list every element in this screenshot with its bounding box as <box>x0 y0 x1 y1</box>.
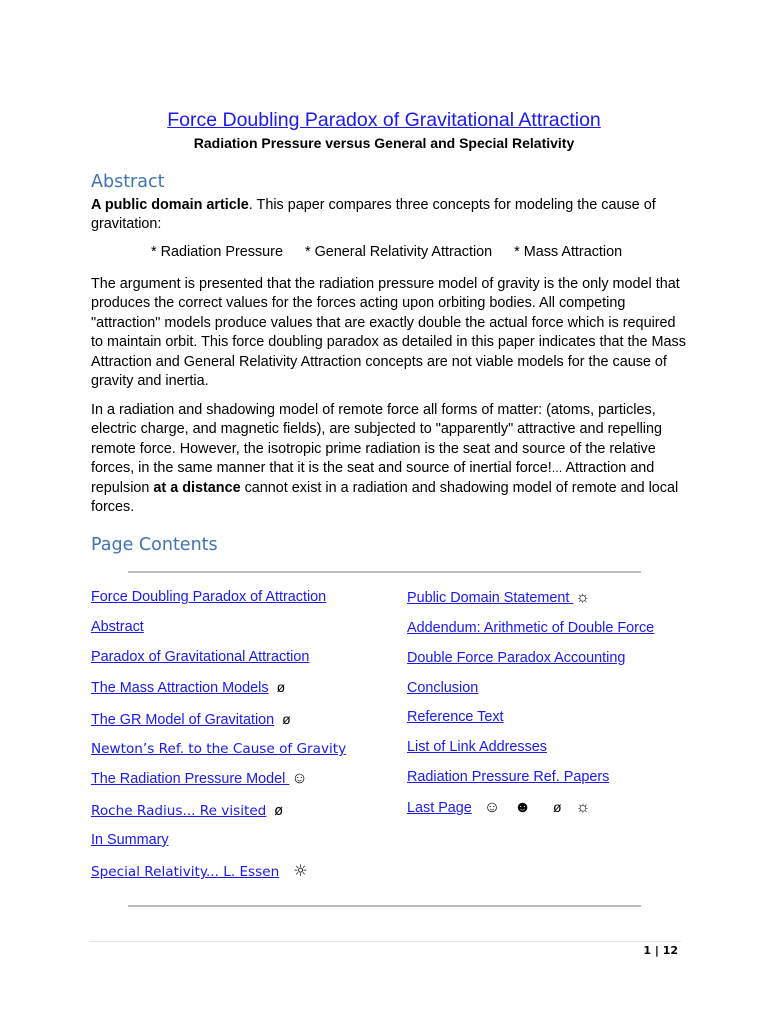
abstract-paragraph-1: The argument is presented that the radiation pressure model of gravity is the only model that produces the correct values for the forces acting upon orbiting bodies. All competing "attraction" models produce values that are exactly double the actual force which is required to maintain orbit. This force doubling paradox as detailed in this paper indicates that the Mass Attraction and General Relativity Attraction concepts are not viable models for the cause of gravity and inertia. <box>91 276 686 390</box>
concept-item: * Radiation Pressure <box>151 244 283 260</box>
toc-link[interactable]: Force Doubling Paradox of Attraction <box>91 589 327 605</box>
toc-item[interactable] <box>91 678 285 697</box>
page-title <box>0 107 768 133</box>
sun-icon: ☼ <box>293 861 308 880</box>
toc-link[interactable]: Conclusion <box>407 680 479 696</box>
toc-item[interactable] <box>91 802 283 820</box>
abstract-lead-bold: A public domain article <box>91 197 249 213</box>
paragraph-text: cannot exist in a radiation and shadowing model of remote and local forces. <box>91 479 679 516</box>
paragraph-text: Attraction and repulsion <box>91 460 655 496</box>
toc-link[interactable]: In Summary <box>91 832 169 848</box>
toc-link[interactable]: The GR Model of Gravitation <box>91 712 275 728</box>
toc-link[interactable]: Newton’s Ref. to the Cause of Gravity <box>91 741 347 757</box>
toc-item[interactable] <box>91 770 308 788</box>
toc-link[interactable]: Special Relativity... L. Essen <box>91 864 280 880</box>
abstract-lead-rest: . This paper compares three concepts for modeling the cause of gravitation: <box>91 197 656 233</box>
ellipsis: ... <box>551 462 563 476</box>
toc-item[interactable] <box>91 618 144 636</box>
toc-link[interactable]: Radiation Pressure Ref. Papers <box>407 769 610 785</box>
sun-icon: ☼ <box>575 589 591 606</box>
null-symbol-icon: ø <box>274 803 283 819</box>
toc-item[interactable] <box>407 798 590 817</box>
smiley-icon: ☺ <box>291 770 308 787</box>
toc-item[interactable] <box>91 710 291 729</box>
page-number: 1 | 12 <box>643 944 678 957</box>
abstract-heading: Abstract <box>91 172 165 192</box>
toc-item[interactable] <box>91 862 308 881</box>
toc-item[interactable] <box>407 768 609 786</box>
bold-phrase: at a distance <box>153 479 241 496</box>
page-subtitle: Radiation Pressure versus General and Special Relativity <box>193 135 575 151</box>
toc-item[interactable] <box>91 740 346 758</box>
toc-link[interactable]: Last Page <box>407 800 472 816</box>
toc-link[interactable]: The Mass Attraction Models <box>91 680 269 696</box>
toc-item[interactable] <box>91 831 169 849</box>
toc-link[interactable]: The Radiation Pressure Model <box>91 771 290 787</box>
abstract-intro <box>91 196 691 235</box>
toc-link[interactable]: List of Link Addresses <box>407 739 547 755</box>
null-symbol-icon: ø <box>276 679 286 695</box>
abstract-paragraph-2 <box>91 401 691 517</box>
title-link[interactable]: Force Doubling Paradox of Gravitational Attraction <box>167 109 601 131</box>
concept-item: * General Relativity Attraction <box>304 244 493 260</box>
toc-item[interactable] <box>91 588 326 606</box>
toc-link[interactable]: Roche Radius... Re visited <box>91 803 267 819</box>
toc-item[interactable] <box>407 649 625 667</box>
null-symbol-icon: ø <box>553 799 562 815</box>
concept-list <box>151 243 644 262</box>
toc-item[interactable] <box>407 738 547 756</box>
null-symbol-icon: ø <box>282 711 291 727</box>
divider-bottom <box>128 905 641 907</box>
filled-smiley-icon: ☻ <box>514 799 531 816</box>
toc-item[interactable] <box>407 589 590 607</box>
toc-item[interactable] <box>91 648 309 666</box>
smiley-icon: ☺ <box>483 799 501 816</box>
concept-item: * Mass Attraction <box>514 244 623 260</box>
toc-link[interactable]: Reference Text <box>407 709 504 725</box>
toc-link[interactable]: Double Force Paradox Accounting <box>407 650 626 666</box>
footer-divider <box>89 941 681 942</box>
divider-top <box>128 571 641 573</box>
toc-link[interactable]: Addendum: Arithmetic of Double Force <box>407 620 655 636</box>
toc-item[interactable] <box>407 619 654 637</box>
toc-link[interactable]: Paradox of Gravitational Attraction <box>91 649 310 665</box>
toc-link[interactable]: Abstract <box>91 619 144 635</box>
paragraph-text: In a radiation and shadowing model of remote force all forms of matter: (atoms, particles, electric charge, and magnetic fields), are subjected to "apparently" attractive and repelling remote force. However, the isotropic prime radiation is the seat and source of the relative forces, in the same manner that it is the seat and source of inertial force! <box>91 402 662 477</box>
contents-heading: Page Contents <box>91 535 218 555</box>
sun-icon: ☼ <box>575 799 591 816</box>
toc-item[interactable] <box>407 679 478 697</box>
toc-link[interactable]: Public Domain Statement <box>407 590 574 606</box>
toc-item[interactable] <box>407 708 504 726</box>
